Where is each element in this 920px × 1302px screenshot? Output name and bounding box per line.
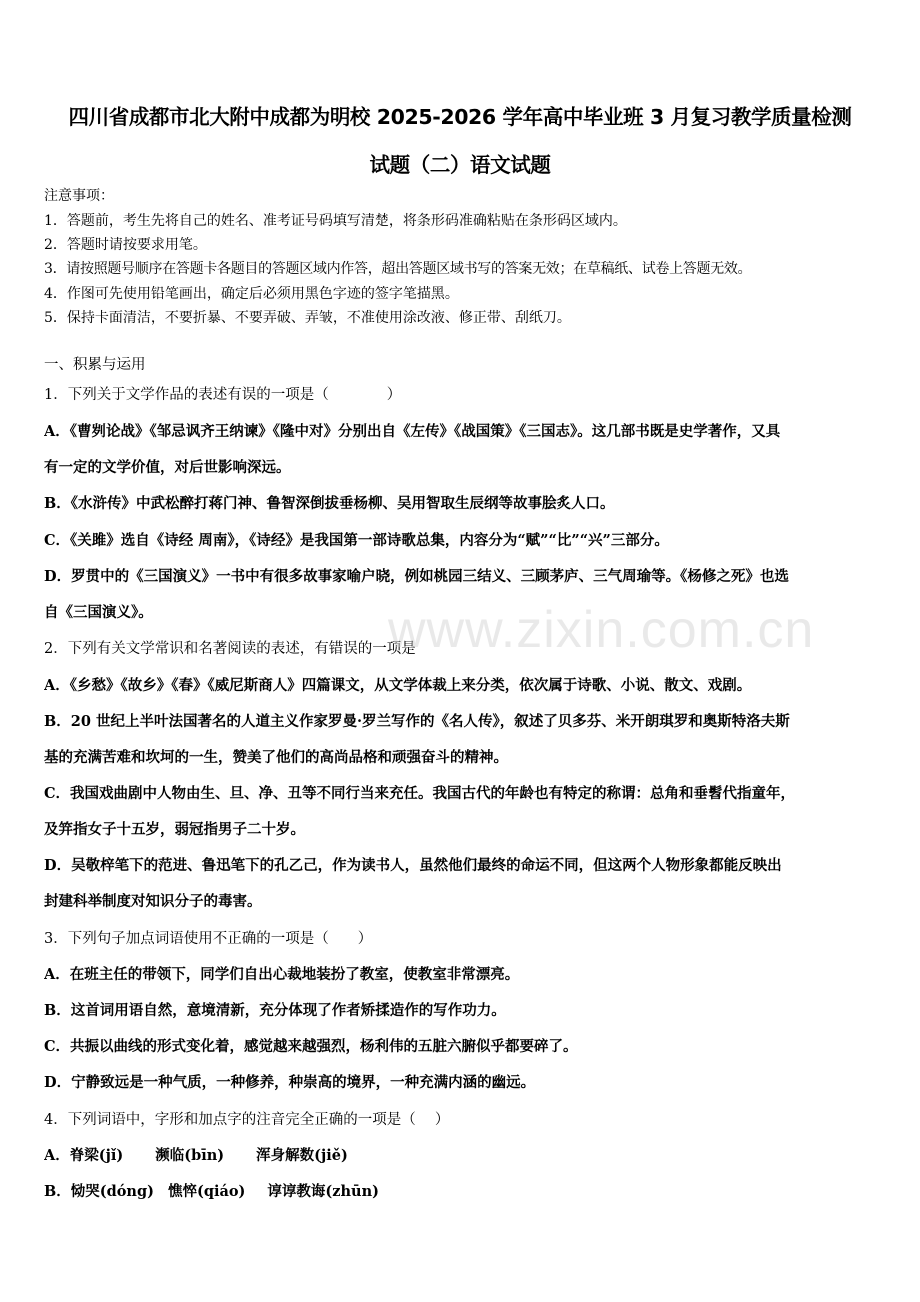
watermark: www.zixin.com.cn (388, 601, 815, 659)
question-1-option-a-line-1: A．《曹刿论战》《邹忌讽齐王纳谏》《隆中对》分别出自《左传》《战国策》《三国志》。这几部书既是史学著作，又具 (44, 423, 781, 440)
section-heading: 一、积累与运用 (44, 357, 146, 373)
note-item-2: 2．答题时请按要求用笔。 (44, 237, 207, 253)
option-b-word-1: B．恸哭(dóng) (44, 1183, 154, 1200)
question-1-option-d-line-1: D．罗贯中的《三国演义》一书中有很多故事家喻户晓，例如桃园三结义、三顾茅庐、三气周瑜等。《杨修之死》也选 (44, 568, 789, 585)
question-1-stem: 1．下列关于文学作品的表述有误的一项是（ ） (44, 387, 402, 403)
question-3-option-a: A．在班主任的带领下，同学们自出心裁地装扮了教室，使教室非常漂亮。 (44, 966, 520, 983)
question-4-option-a (44, 1146, 880, 1166)
question-2-option-c-line-2: 及笄指女子十五岁，弱冠指男子二十岁。 (44, 821, 305, 838)
question-2-option-b-line-2: 基的充满苦难和坎坷的一生，赞美了他们的高尚品格和顽强奋斗的精神。 (44, 749, 508, 766)
exam-title-line-2: 试题（二）语文试题 (369, 153, 551, 177)
question-4-option-b (44, 1182, 880, 1202)
option-a-word-3: 浑身解数(jiě) (256, 1147, 348, 1164)
option-a-word-1: A．脊梁(jǐ) (44, 1147, 124, 1164)
question-2-option-d-line-1: D．吴敬梓笔下的范进、鲁迅笔下的孔乙己，作为读书人，虽然他们最终的命运不同，但这两个人物形象都能反映出 (44, 857, 782, 874)
question-2-option-b-line-1: B．20 世纪上半叶法国著名的人道主义作家罗曼·罗兰写作的《名人传》，叙述了贝多芬、米开朗琪罗和奥斯特洛夫斯 (44, 713, 790, 730)
question-1-option-b: B．《水浒传》中武松醉打蒋门神、鲁智深倒拔垂杨柳、吴用智取生辰纲等故事脍炙人口。 (44, 495, 615, 512)
note-item-3: 3．请按照题号顺序在答题卡各题目的答题区域内作答，超出答题区域书写的答案无效；在草稿纸、试卷上答题无效。 (44, 261, 752, 277)
question-2-option-a: A．《乡愁》《故乡》《春》《威尼斯商人》四篇课文，从文学体裁上来分类，依次属于诗歌、小说、散文、戏剧。 (44, 677, 752, 694)
note-item-1: 1．答题前，考生先将自己的姓名、准考证号码填写清楚，将条形码准确粘贴在条形码区域内。 (44, 213, 627, 229)
option-b-word-3: 谆谆教诲(zhūn) (267, 1183, 379, 1200)
question-1-option-a-line-2: 有一定的文学价值，对后世影响深远。 (44, 459, 291, 476)
note-item-5: 5．保持卡面清洁，不要折暴、不要弄破、弄皱，不准使用涂改液、修正带、刮纸刀。 (44, 310, 571, 326)
question-3-stem: 3．下列句子加点词语使用不正确的一项是（ ） (44, 931, 373, 947)
question-1-option-c: C．《关雎》选自《诗经 周南》，《诗经》是我国第一部诗歌总集，内容分为“赋”“比”“兴”三部分。 (44, 532, 669, 549)
question-4-stem: 4．下列词语中，字形和加点字的注音完全正确的一项是（ ） (44, 1112, 450, 1128)
option-a-word-2: 濒临(bīn) (155, 1147, 225, 1164)
note-item-4: 4．作图可先使用铅笔画出，确定后必须用黑色字迹的签字笔描黑。 (44, 286, 459, 302)
question-2-stem: 2．下列有关文学常识和名著阅读的表述，有错误的一项是 (44, 641, 416, 657)
question-1-option-d-line-2: 自《三国演义》。 (44, 604, 153, 621)
option-b-word-2: 憔悴(qiáo) (167, 1183, 246, 1200)
question-3-option-c: C．共振以曲线的形式变化着，感觉越来越强烈，杨利伟的五脏六腑似乎都要碎了。 (44, 1038, 578, 1055)
notes-heading: 注意事项： (44, 188, 114, 204)
question-3-option-d: D．宁静致远是一种气质，一种修养，种崇高的境界，一种充满内涵的幽远。 (44, 1074, 536, 1091)
question-3-option-b: B．这首词用语自然，意境清新，充分体现了作者矫揉造作的写作功力。 (44, 1002, 506, 1019)
question-2-option-c-line-1: C．我国戏曲剧中人物由生、旦、净、丑等不同行当来充任。我国古代的年龄也有特定的称谓：总角和垂髫代指童年， (44, 785, 796, 802)
question-2-option-d-line-2: 封建科举制度对知识分子的毒害。 (44, 893, 262, 910)
exam-title-line-1: 四川省成都市北大附中成都为明校 2025-2026 学年高中毕业班 3 月复习教学质量检测 (68, 105, 852, 129)
